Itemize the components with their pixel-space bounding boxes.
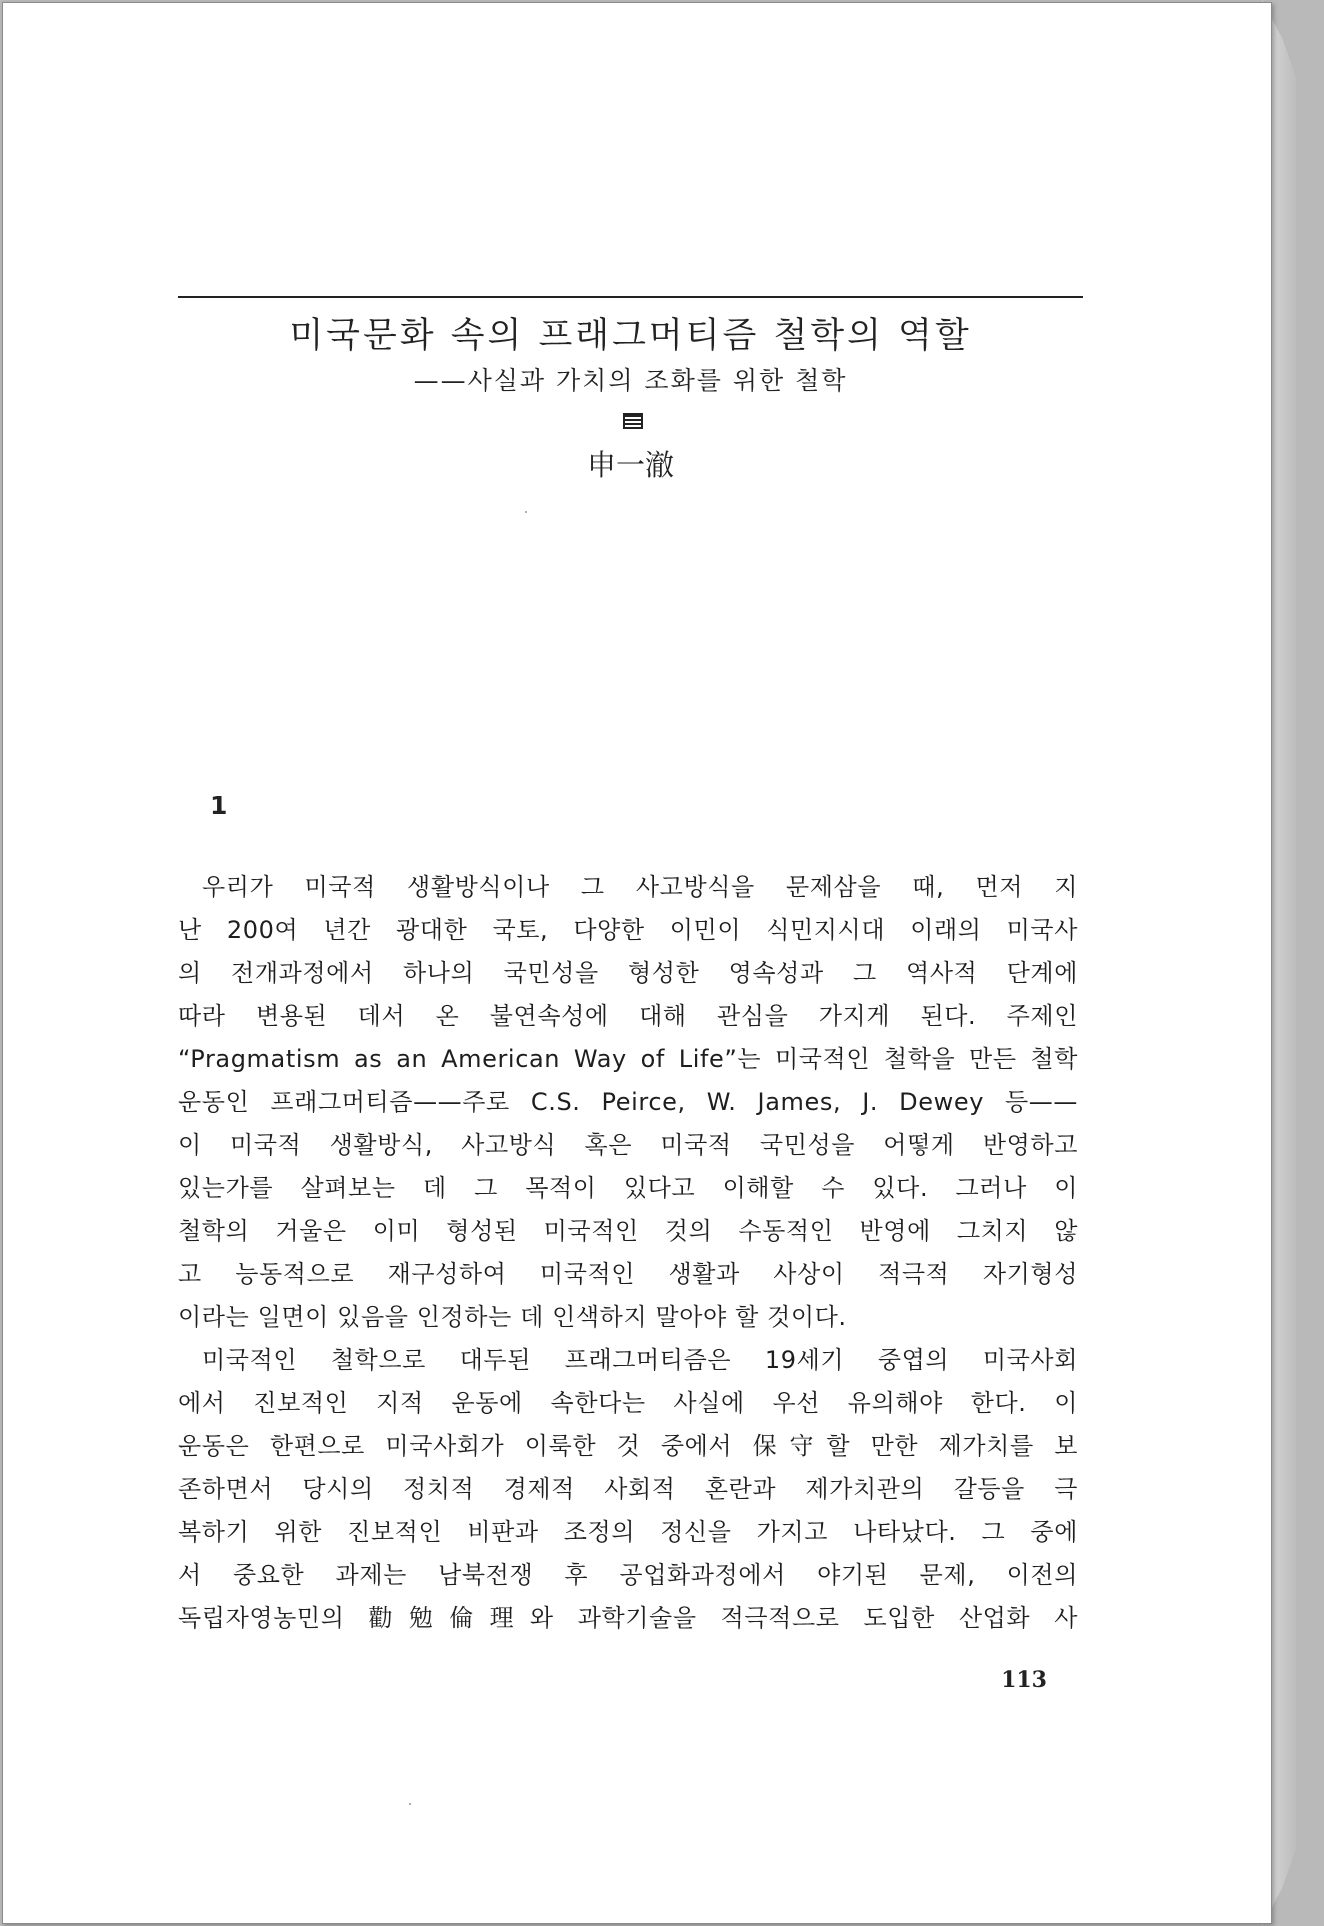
body-line: 이 미국적 생활방식, 사고방식 혹은 미국적 국민성을 어떻게 반영하고 [178, 1131, 1078, 1159]
body-line: 철학의 거울은 이미 형성된 미국적인 것의 수동적인 반영에 그치지 않 [178, 1217, 1078, 1245]
body-line: 따라 변용된 데서 온 불연속성에 대해 관심을 가지게 된다. 주제인 [178, 1002, 1078, 1030]
body-line: 우리가 미국적 생활방식이나 그 사고방식을 문제삼을 때, 먼저 지 [202, 873, 1078, 901]
body-line: 고 능동적으로 재구성하여 미국적인 생활과 사상이 적극적 자기형성 [178, 1260, 1078, 1288]
body-line: 존하면서 당시의 정치적 경제적 사회적 혼란과 제가치관의 갈등을 극 [178, 1475, 1078, 1503]
body-paragraphs [178, 866, 1078, 1640]
body-line: 있는가를 살펴보는 데 그 목적이 있다고 이해할 수 있다. 그러나 이 [178, 1174, 1078, 1202]
body-line: 서 중요한 과제는 남북전쟁 후 공업화과정에서 야기된 문제, 이전의 [178, 1561, 1078, 1589]
body-line: 의 전개과정에서 하나의 국민성을 형성한 영속성과 그 역사적 단계에 [178, 959, 1078, 987]
document-page [2, 2, 1272, 1924]
body-line: 독립자영농민의 勸勉倫理와 과학기술을 적극적으로 도입한 산업화 사 [178, 1604, 1078, 1632]
article-subtitle: ——사실과 가치의 조화를 위한 철학 [413, 366, 848, 395]
body-line: 난 200여 년간 광대한 국토, 다양한 이민이 식민지시대 이래의 미국사 [178, 916, 1078, 944]
body-line: 에서 진보적인 지적 운동에 속한다는 사실에 우선 유의해야 한다. 이 [178, 1389, 1078, 1417]
body-line: 미국적인 철학으로 대두된 프래그머티즘은 19세기 중엽의 미국사회 [202, 1346, 1078, 1374]
body-line: 운동인 프래그머티즘——주로 C.S. Peirce, W. James, J. Dewey 등—— [178, 1088, 1078, 1116]
article-title: 미국문화 속의 프래그머티즘 철학의 역할 [289, 316, 972, 356]
body-line: 이라는 일면이 있음을 인정하는 데 인색하지 말아야 할 것이다. [178, 1303, 847, 1331]
page-number: 113 [1001, 1667, 1047, 1693]
body-line: 운동은 한편으로 미국사회가 이룩한 것 중에서 保守할 만한 제가치를 보 [178, 1432, 1078, 1460]
scan-speck [409, 1803, 411, 1805]
section-number: 1 [210, 791, 228, 820]
scan-speck [525, 511, 527, 513]
body-line: “Pragmatism as an American Way of Life”는 미국적인 철학을 만든 철학 [178, 1045, 1078, 1073]
title-rule [178, 296, 1083, 298]
body-line: 복하기 위한 진보적인 비판과 조정의 정신을 가지고 나타났다. 그 중에 [178, 1518, 1078, 1546]
decorative-mark-icon [623, 413, 643, 429]
author-name: 申一澈 [586, 448, 674, 482]
